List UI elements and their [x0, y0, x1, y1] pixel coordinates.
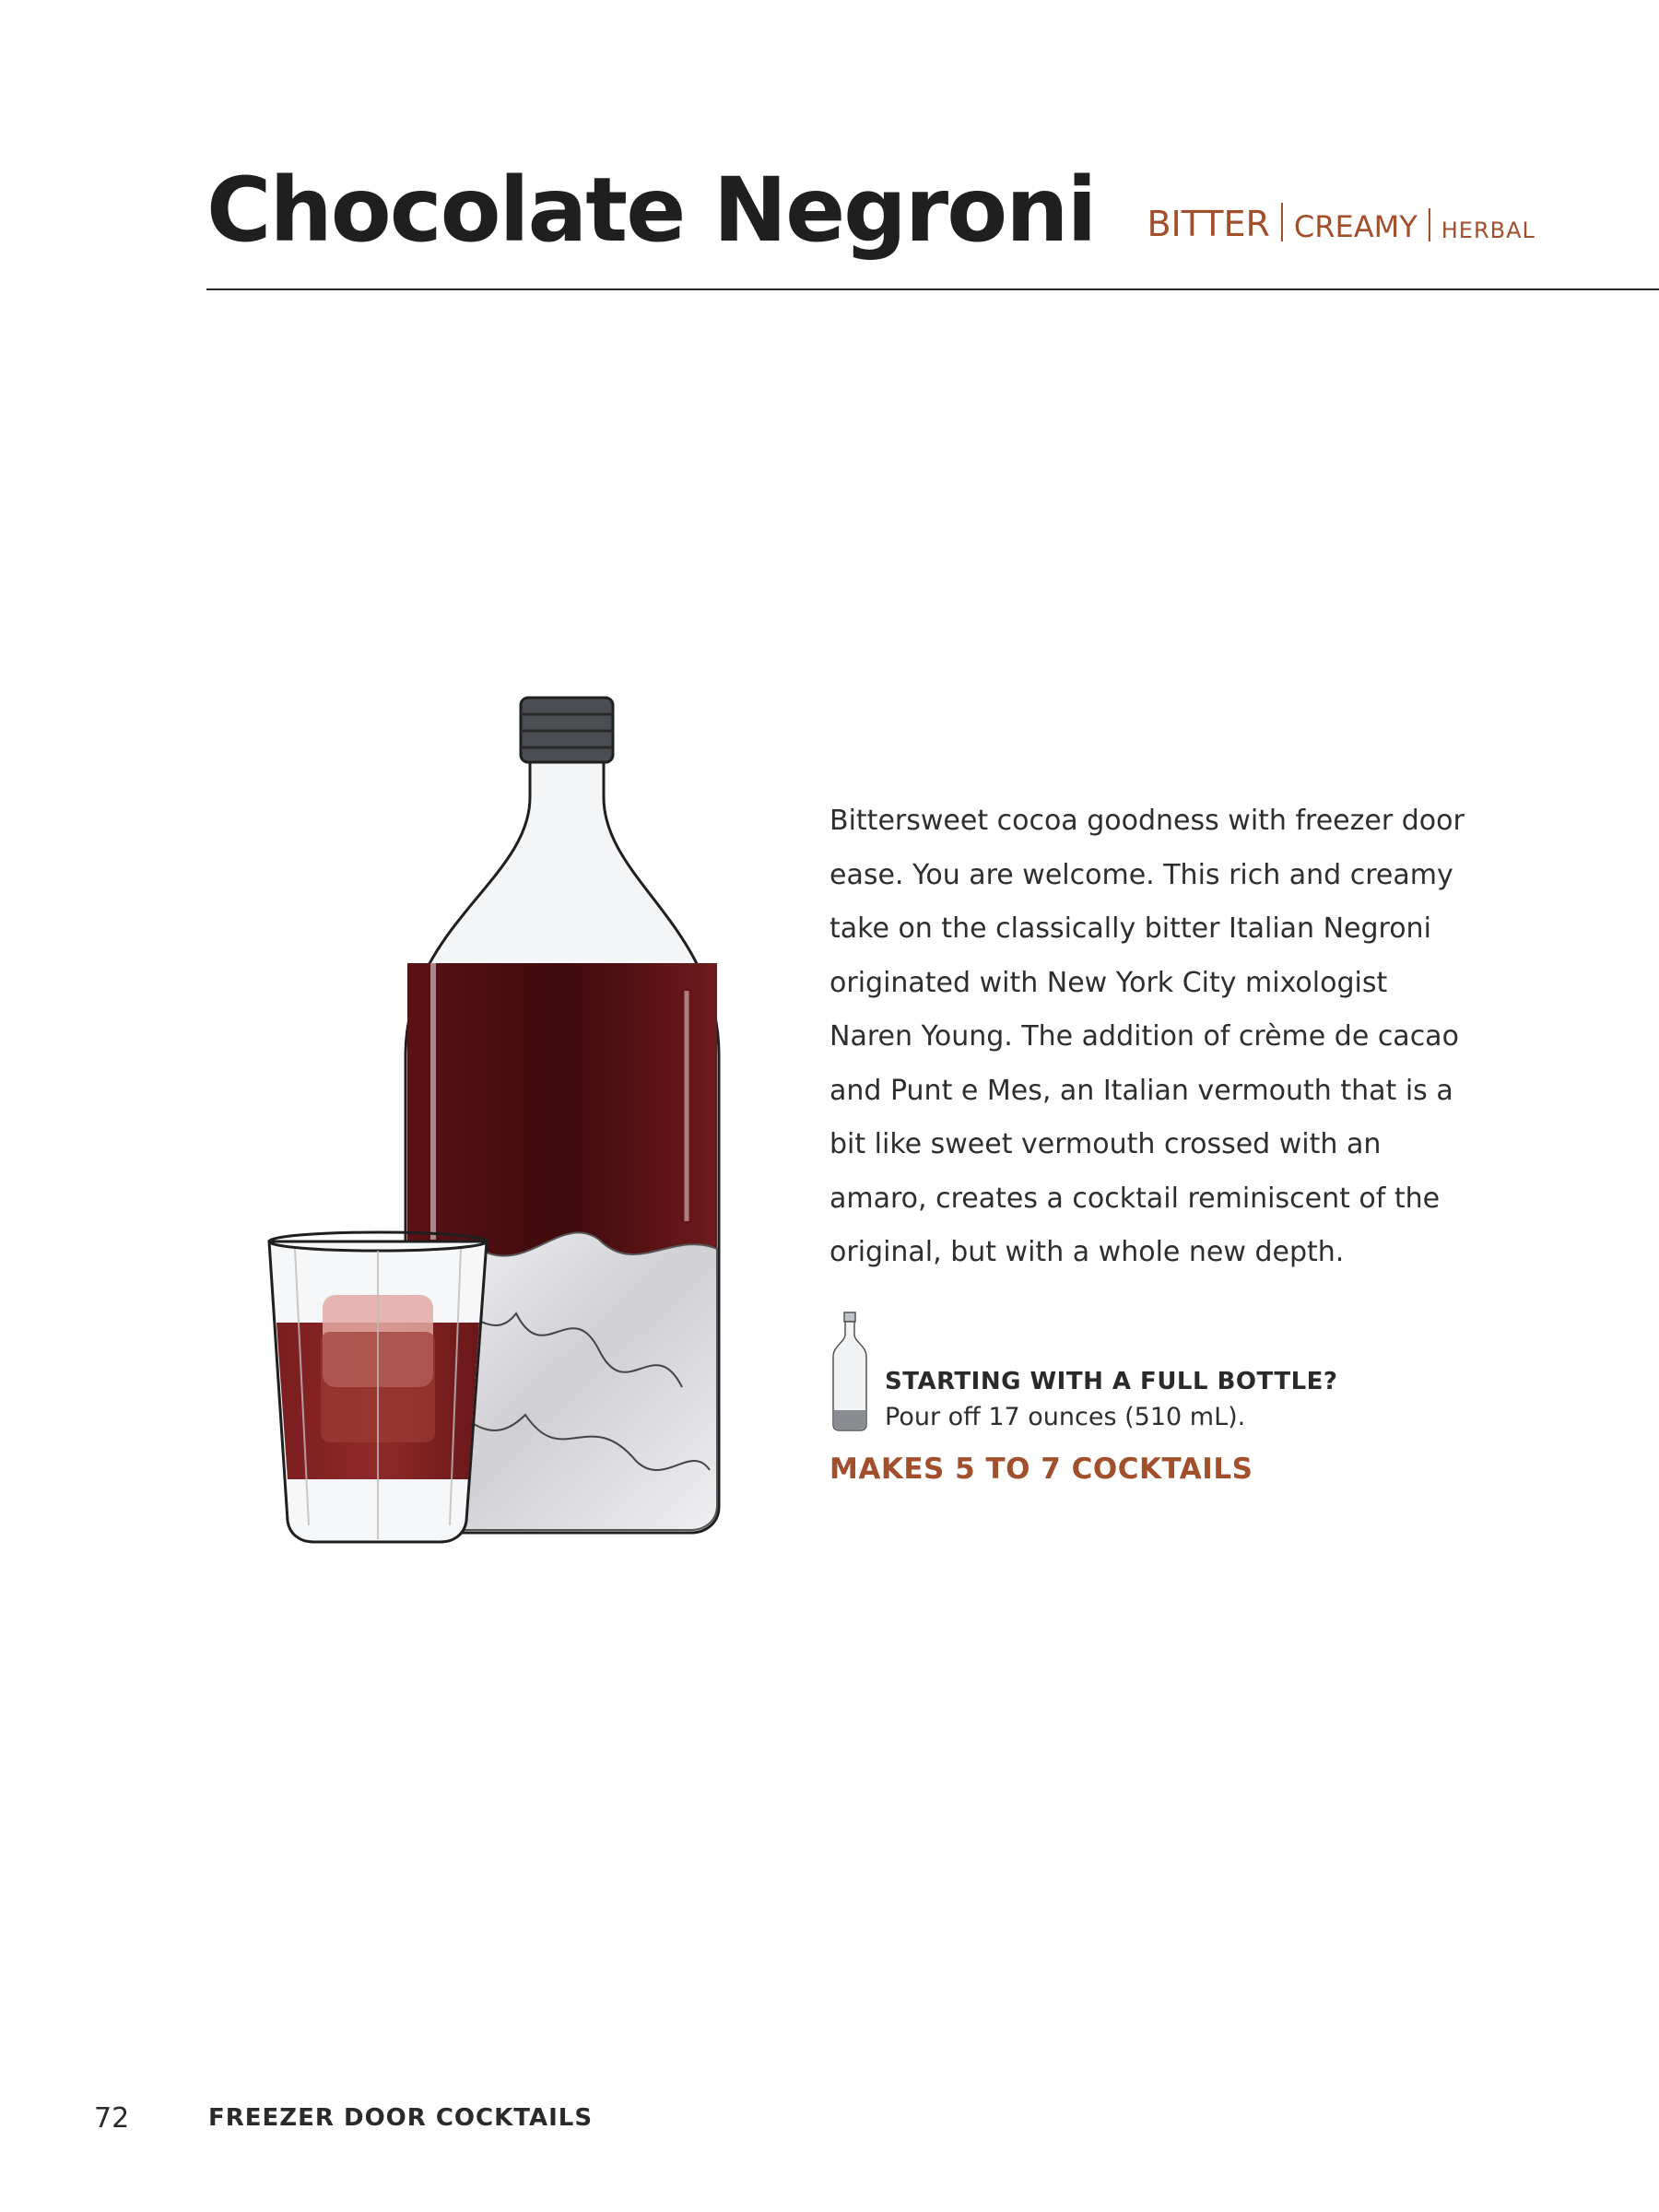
- flavor-tags: [1147, 203, 1535, 244]
- header-rule: [206, 288, 1659, 290]
- bottle-note-heading: STARTING WITH A FULL BOTTLE?: [885, 1368, 1338, 1395]
- bottle-note-body: Pour off 17 ounces (510 mL).: [885, 1403, 1246, 1431]
- tag-divider: [1281, 203, 1283, 241]
- flavor-tag-bitter: BITTER: [1147, 204, 1270, 244]
- page-header: [206, 159, 1535, 262]
- tag-divider: [1429, 208, 1430, 241]
- flavor-tag-creamy: CREAMY: [1293, 209, 1418, 244]
- bottle-icon: [828, 1311, 872, 1436]
- bottle-and-glass-illustration: [157, 687, 747, 1562]
- recipe-description: Bittersweet cocoa goodness with freezer door ease. You are welcome. This rich and creamy take on the classically bitter Italian Negroni originated with New York City mixologist Naren Young. The addition of crème de cacao and Punt e Mes, an Italian vermouth that is a bit like sweet vermouth crossed with an amaro, creates a cocktail reminiscent of the original, but with a whole new depth.: [830, 805, 1465, 1268]
- running-title: FREEZER DOOR COCKTAILS: [208, 2104, 594, 2132]
- flavor-tag-herbal: HERBAL: [1441, 218, 1535, 243]
- recipe-title: Chocolate Negroni: [206, 159, 1096, 262]
- yield-label: MAKES 5 TO 7 COCKTAILS: [830, 1453, 1253, 1486]
- page-number: 72: [94, 2102, 130, 2135]
